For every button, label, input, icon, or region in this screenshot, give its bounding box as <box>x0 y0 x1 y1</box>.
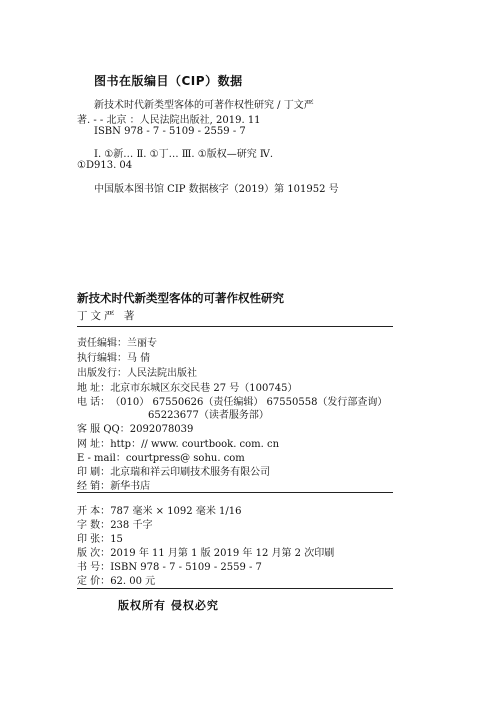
info-row-qq: 客 服 QQ：2092078039 <box>77 424 194 435</box>
info-row-printer: 印 刷：北京瑞和祥云印刷技术服务有限公司 <box>77 467 271 478</box>
cip-line-isbn: ISBN 978 - 7 - 5109 - 2559 - 7 <box>94 126 246 137</box>
cip-line-record-number: 中国版本图书馆 CIP 数据核字（2019）第 101952 号 <box>94 184 339 195</box>
divider-middle <box>77 492 393 493</box>
cip-line-2: 著. - - 北京 ：人民法院出版社, 2019. 11 <box>77 115 261 126</box>
info-row-exec-editor: 执行编辑：马 倩 <box>77 353 151 364</box>
info-row-phone: 电 话：（010） 67550626（责任编辑） 67550558（发行部查询） <box>77 397 388 408</box>
copyright-notice: 版权所有 侵权必究 <box>118 599 219 612</box>
info-row-publisher: 出版发行：人民法院出版社 <box>77 368 197 379</box>
spec-row-sheets: 印 张：15 <box>77 534 123 545</box>
spec-row-word-count: 字 数：238 千字 <box>77 520 153 531</box>
info-row-email: E - mail：courtpress@ sohu. com <box>77 453 245 464</box>
cip-line-classification: Ⅰ. ①新… Ⅱ. ①丁… Ⅲ. ①版权—研究 Ⅳ. <box>94 149 274 160</box>
info-row-website: 网 址：http：// www. courtbook. com. cn <box>77 439 280 450</box>
divider-bottom <box>77 588 393 589</box>
book-author: 丁文严 著 <box>77 310 138 322</box>
cip-line-1: 新技术时代新类型客体的可著作权性研究 / 丁文严 <box>94 100 314 111</box>
spec-row-edition: 版 次：2019 年 11 月第 1 版 2019 年 12 月第 2 次印刷 <box>77 548 335 559</box>
cip-title: 图书在版编目（CIP）数据 <box>94 74 243 88</box>
spec-row-isbn: 书 号：ISBN 978 - 7 - 5109 - 2559 - 7 <box>77 562 262 573</box>
info-row-address: 地 址：北京市东城区东交民巷 27 号（100745） <box>77 383 298 394</box>
info-row-phone-reader: 65223677（读者服务部） <box>148 410 269 421</box>
cip-line-clc: ①D913. 04 <box>77 160 133 171</box>
book-title: 新技术时代新类型客体的可著作权性研究 <box>77 291 284 305</box>
info-row-distributor: 经 销：新华书店 <box>77 481 151 492</box>
info-row-editor: 责任编辑：兰丽专 <box>77 338 157 349</box>
spec-row-price: 定 价：62. 00 元 <box>77 576 156 587</box>
divider-top <box>77 326 393 327</box>
spec-row-format: 开 本：787 毫米 × 1092 毫米 1/16 <box>77 506 242 517</box>
